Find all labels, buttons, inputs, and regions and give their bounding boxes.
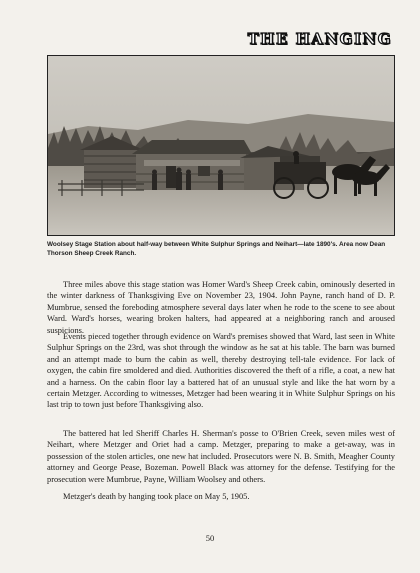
paragraph-3: The battered hat led Sheriff Charles H. Sherman's posse to O'Brien Creek, seven miles west of Neihart, where Metzger and Oriet had a camp. Metzger, preparing to make a get-away, was in possession of the stolen articles, one new hat included. Prosecutors were N. B. Smith, Meagher County attorney and George Pease, Bozeman. Powell Black was attorney for the defense. Testifying for the prosecution were Mumbrue, Payne, William Woolsey and others. <box>47 429 395 484</box>
historical-photo <box>47 55 395 236</box>
photo-caption: Woolsey Stage Station about half-way between White Sulphur Springs and Neihart—late 1890's. Area now Dean Thorson Sheep Creek Ranch. <box>47 241 386 257</box>
paragraph-2: Events pieced together through evidence on Ward's premises showed that Ward, last seen in White Sulphur Springs on the 23rd, was shot through the window as he sat at his table. The barn was burned and an attempt made to burn the cabin as well, thereby destroying tell-tale evidence. For lack of oxygen, the cabin fire smoldered and died. Authorities discovered the theft of a rifle, a coat, a new hat and a harness. On the cabin floor lay a battered hat of an unusual style and like the hat worn by a certain Metzger. According to witnesses, Metzger had been wearing it in White Sulphur Springs on his last trip to town just before Thanksgiving also. <box>47 332 395 410</box>
stage-station-photo-icon <box>48 56 394 235</box>
paragraph-1: Three miles above this stage station was Homer Ward's Sheep Creek cabin, ominously deserted in the winter darkness of Thanksgiving Eve on November 23, 1904. John Payne, ranch hand of D. P. Mumbrue, sensed the foreboding atmosphere several days later when he rode to the scene to see about Ward. Ward's horses, wearing broken halters, had appeared at a neighboring ranch and aroused suspicions. <box>47 280 395 335</box>
paragraph-4: Metzger's death by hanging took place on May 5, 1905. <box>63 492 250 501</box>
page-title: THE HANGING <box>247 30 392 48</box>
page-number: 50 <box>205 533 215 543</box>
